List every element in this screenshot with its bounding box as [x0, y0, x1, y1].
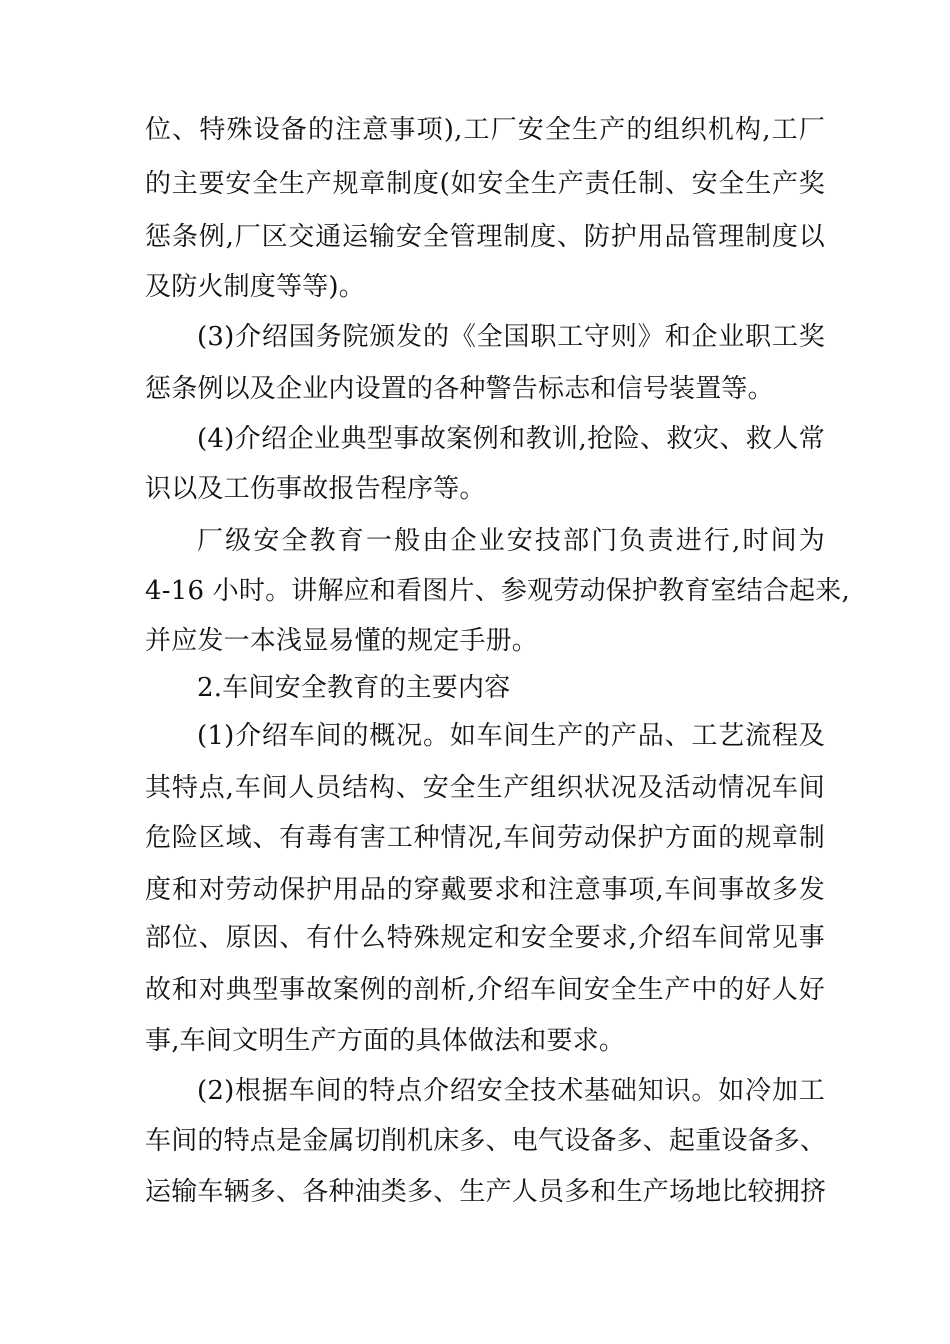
text-line: (2)根据车间的特点介绍安全技术基础知识。如冷加工 — [197, 1076, 825, 1106]
text-line: 惩条例,厂区交通运输安全管理制度、防护用品管理制度以 — [145, 222, 825, 252]
text-line: 事,车间文明生产方面的具体做法和要求。 — [145, 1026, 626, 1056]
text-line: 故和对典型事故案例的剖析,介绍车间安全生产中的好人好 — [145, 975, 825, 1005]
text-line: 4-16 小时。讲解应和看图片、参观劳动保护教育室结合起来, — [145, 576, 850, 606]
text-line: 并应发一本浅显易懂的规定手册。 — [145, 626, 539, 656]
text-line: 厂级安全教育一般由企业安技部门负责进行,时间为 — [197, 526, 825, 556]
text-line: 及防火制度等等)。 — [145, 272, 365, 302]
text-line: 车间的特点是金属切削机床多、电气设备多、起重设备多、 — [145, 1126, 827, 1156]
section-heading: 2.车间安全教育的主要内容 — [197, 673, 511, 703]
text-line: 度和对劳动保护用品的穿戴要求和注意事项,车间事故多发 — [145, 875, 825, 905]
text-line: 识以及工伤事故报告程序等。 — [145, 474, 486, 504]
text-line: 的主要安全生产规章制度(如安全生产责任制、安全生产奖 — [145, 169, 825, 199]
text-line: 位、特殊设备的注意事项),工厂安全生产的组织机构,工厂 — [145, 115, 825, 145]
text-line: 惩条例以及企业内设置的各种警告标志和信号装置等。 — [145, 374, 774, 404]
text-line: (4)介绍企业典型事故案例和教训,抢险、救灾、救人常 — [197, 424, 825, 454]
text-line: 其特点,车间人员结构、安全生产组织状况及活动情况车间 — [145, 773, 825, 803]
text-line: (3)介绍国务院颁发的《全国职工守则》和企业职工奖 — [197, 322, 825, 352]
text-line: 危险区域、有毒有害工种情况,车间劳动保护方面的规章制 — [145, 823, 825, 853]
text-line: 运输车辆多、各种油类多、生产人员多和生产场地比较拥挤 — [145, 1177, 827, 1207]
text-line: (1)介绍车间的概况。如车间生产的产品、工艺流程及 — [197, 721, 825, 751]
text-line: 部位、原因、有什么特殊规定和安全要求,介绍车间常见事 — [145, 923, 825, 953]
